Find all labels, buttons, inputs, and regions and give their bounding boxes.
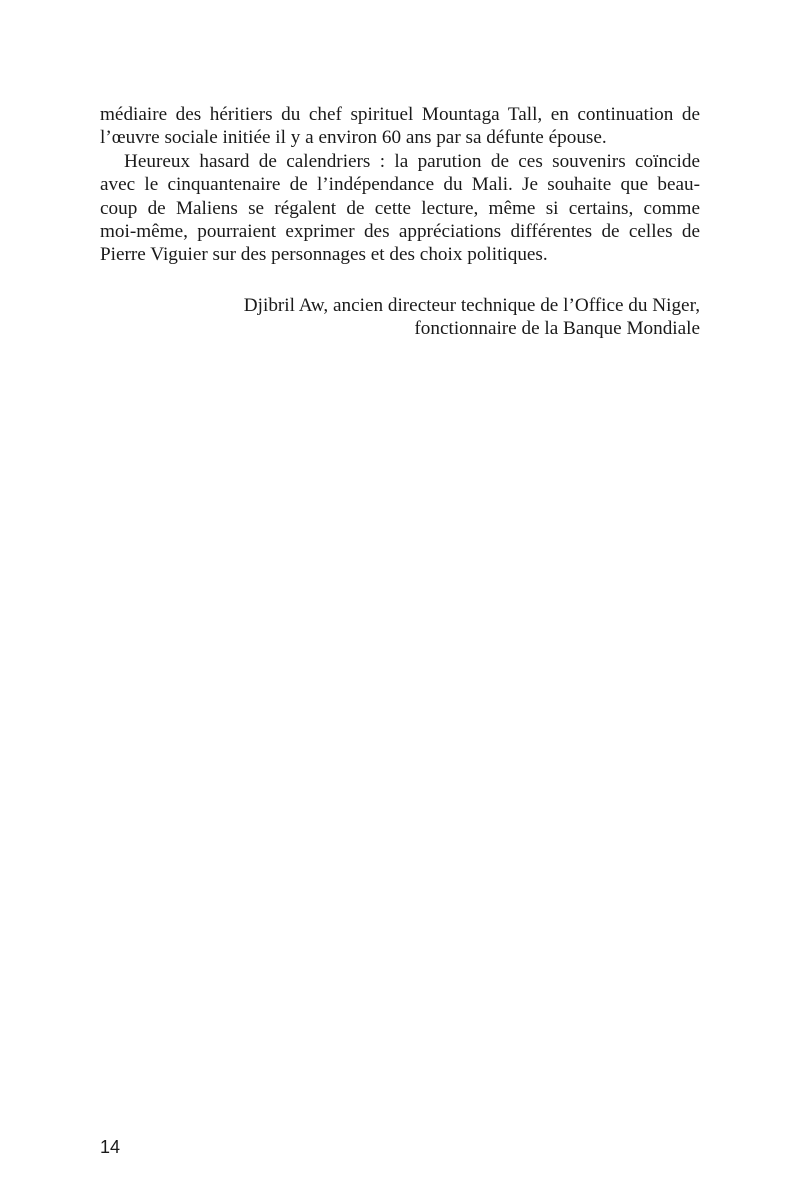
body-text (100, 103, 700, 267)
text-line: moi-même, pourraient exprimer des appréciations différentes de celles de (100, 221, 700, 243)
paragraph-continuation (100, 103, 700, 150)
signature-line: Djibril Aw, ancien directeur technique de l’Office du Niger, (243, 295, 700, 316)
text-line: médiaire des héritiers du chef spirituel Mountaga Tall, en continuation de (100, 104, 700, 125)
text-line: Heureux hasard de calendriers : la parution de ces souvenirs coïncide (124, 150, 700, 172)
text-line: avec le cinquantenaire de l’indépendance du Mali. Je souhaite que beau- (100, 174, 700, 196)
page-number: 14 (100, 1137, 121, 1157)
text-line: Pierre Viguier sur des personnages et des choix politiques. (100, 244, 548, 266)
signature-line: fonctionnaire de la Banque Mondiale (414, 318, 700, 340)
paragraph-calendar (100, 150, 700, 267)
author-signature (100, 294, 700, 341)
text-line: l’œuvre sociale initiée il y a environ 60 ans par sa défunte épouse. (100, 127, 607, 149)
text-line: coup de Maliens se régalent de cette lecture, même si certains, comme (100, 197, 700, 219)
